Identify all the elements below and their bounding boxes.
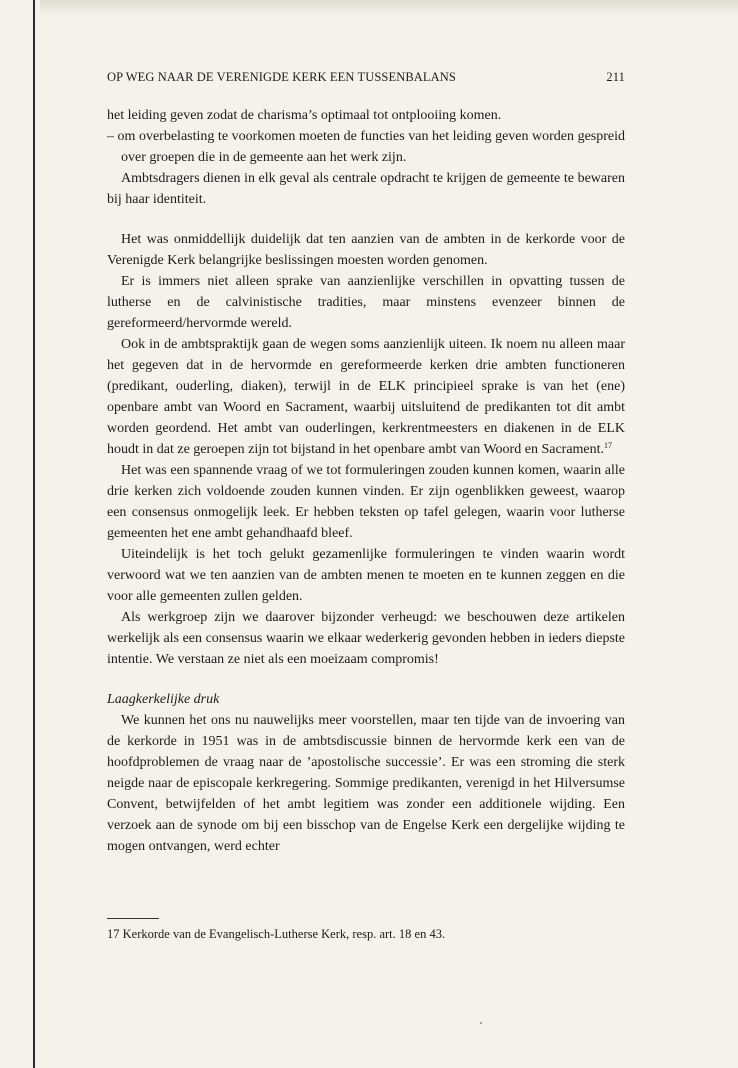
- page-number: 211: [606, 70, 625, 84]
- paragraph-text: Ook in de ambtspraktijk gaan de wegen soms aanzienlijk uiteen. Ik noem nu alleen maar het gegeven dat in de hervormde en gereformeerde kerken drie ambten functioneren (predikant, ouderling, diaken), terwijl in de ELK principieel sprake is van het (ene) openbare ambt van Woord en Sacrament, waarbij uitsluitend de predikanten tot dit ambt worden geordend. Het ambt van ouderlingen, kerkrentmeesters en diakenen in de ELK houdt in dat ze geroepen zijn tot bijstand in het openbare ambt van Woord en Sacrament.: [107, 337, 625, 457]
- paragraph: Ambtsdragers dienen in elk geval als centrale opdracht te krijgen de gemeente te bewaren bij haar identiteit.: [107, 171, 625, 207]
- list-item: – om overbelasting te voorkomen moeten de functies van het leiding geven worden gespreid over groepen die in de gemeente aan het werk zijn.: [107, 129, 625, 165]
- paragraph: het leiding geven zodat de charisma’s optimaal tot ontplooiing komen.: [107, 108, 502, 123]
- scan-shadow: [40, 0, 738, 16]
- section-heading: Laagkerkelijke druk: [107, 692, 220, 707]
- paragraph: Het was een spannende vraag of we tot formuleringen zouden kunnen komen, waarin alle drie kerken zich voldoende zouden kunnen vinden. Er zijn ogenblikken geweest, waarop een consensus onmogelijk leek. Er hebben teksten op tafel gelegen, waarin voor lutherse gemeenten het ene ambt gehandhaafd bleef.: [107, 463, 625, 541]
- paragraph: We kunnen het ons nu nauwelijks meer voorstellen, maar ten tijde van de invoering van de kerkorde in 1951 was in de ambtsdiscussie binnen de hervormde kerk een van de hoofdproblemen de vraag naar de ’apostolische successie’. Er was een stroming die sterk neigde naar de episcopale kerkregering. Sommige predikanten, verenigd in het Hilversumse Convent, betwijfelden of het ambt legitiem was zonder een additionele wijding. Een verzoek aan de synode om bij een bisschop van de Engelse Kerk een dergelijke wijding te mogen ontvangen, werd echter: [107, 713, 625, 854]
- paragraph: Als werkgroep zijn we daarover bijzonder verheugd: we beschouwen deze artikelen werkelijk als een consensus waarin we elkaar wederkerig gevonden hebben in ieders diepste intentie. We verstaan ze niet als een moeizaam compromis!: [107, 610, 625, 667]
- running-header: [107, 70, 625, 85]
- footnote-marker: 17: [604, 441, 613, 450]
- paragraph-with-note: [107, 334, 625, 460]
- paragraph: Het was onmiddellijk duidelijk dat ten aanzien van de ambten in de kerkorde voor de Verenigde Kerk belangrijke beslissingen moesten worden genomen.: [107, 232, 625, 268]
- running-title: OP WEG NAAR DE VERENIGDE KERK EEN TUSSENBALANS: [107, 70, 456, 84]
- scan-speck: [480, 1022, 482, 1024]
- paragraph: Uiteindelijk is het toch gelukt gezamenlijke formuleringen te vinden waarin wordt verwoord wat we ten aanzien van de ambten menen te moeten en te kunnen zeggen en die voor alle gemeenten zullen gelden.: [107, 547, 625, 604]
- paragraph: Er is immers niet alleen sprake van aanzienlijke verschillen in opvatting tussen de lutherse en de calvinistische tradities, maar minstens evenzeer binnen de gereformeerd/hervormde wereld.: [107, 274, 625, 331]
- footnote-separator: [107, 918, 159, 919]
- book-spine-edge: [33, 0, 35, 1068]
- body-text: [107, 105, 625, 857]
- footnote: 17 Kerkorde van de Evangelisch-Lutherse Kerk, resp. art. 18 en 43.: [107, 927, 446, 941]
